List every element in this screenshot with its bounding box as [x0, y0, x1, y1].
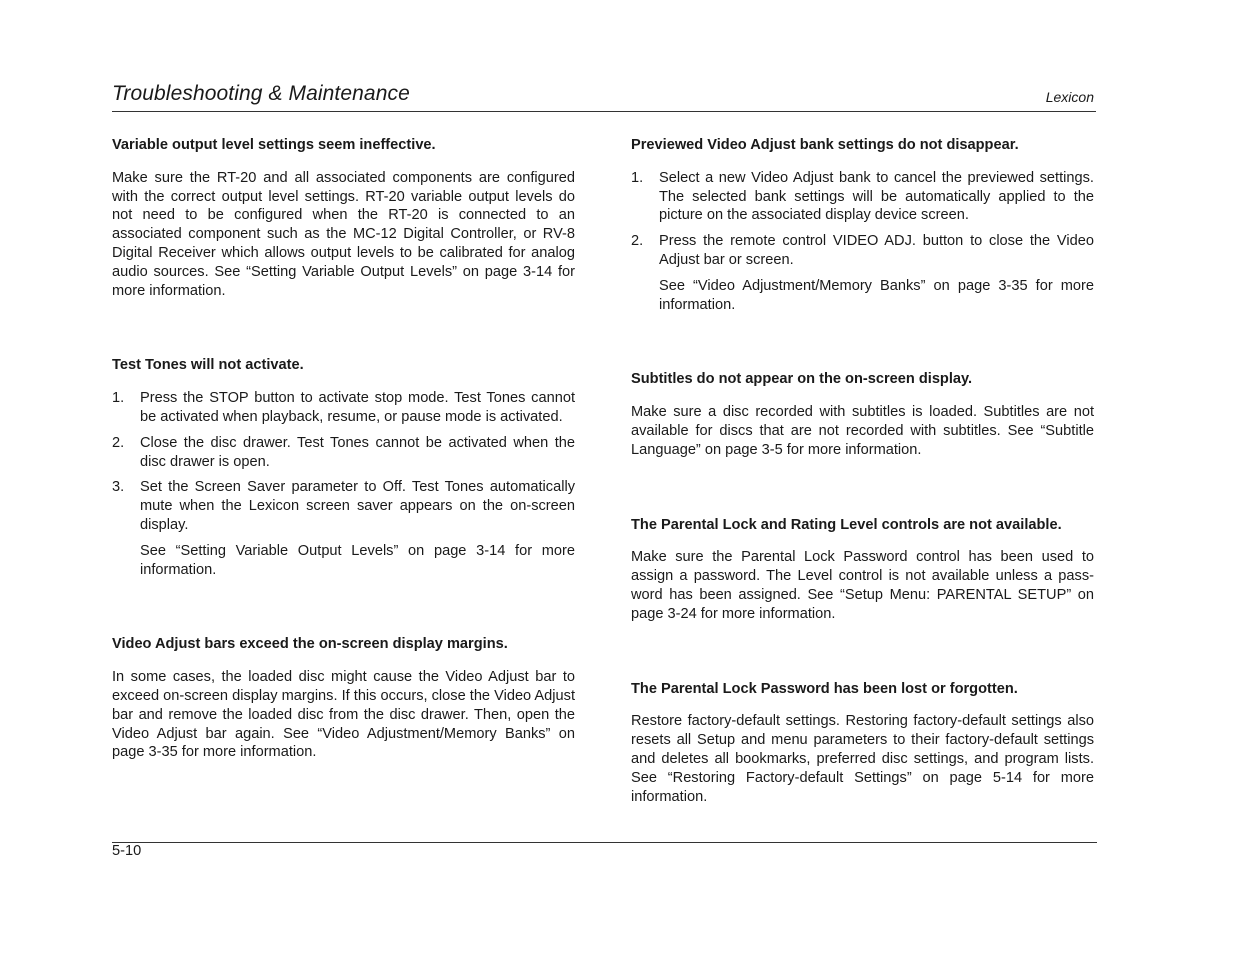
list-text: Select a new Video Adjust bank to cancel the previewed settings. The selected bank settings will be automatically applied to the picture on the associated display device screen. — [659, 169, 1094, 224]
list-number: 1. — [631, 169, 644, 186]
section-heading: Video Adjust bars exceed the on-screen display margins. — [112, 636, 508, 653]
list-item — [112, 389, 575, 427]
section-video-adjust-margins — [112, 635, 575, 762]
list-number: 2. — [112, 434, 125, 451]
section-body: Make sure a disc recorded with subtitles is loaded. Subtitles are not available for discs that are not recorded with subtitles. See “Subtitle Language” on page 3-5 for more information. — [631, 404, 1094, 458]
section-heading: Variable output level settings seem ineffective. — [112, 137, 436, 153]
list-item — [631, 232, 1094, 270]
page-number: 5-10 — [112, 843, 142, 859]
list-number: 1. — [112, 390, 125, 407]
see-reference: See “Setting Variable Output Levels” on page 3-14 for more information. — [140, 542, 575, 578]
section-heading: Test Tones will not activate. — [112, 357, 304, 374]
section-body: Restore factory-default settings. Restoring factory-default settings also resets all Setup and menu parameters to their factory-default settings and deletes all bookmarks, preferred disc settings, and program lists. See “Restoring Factory-default Settings” on page 5-14 for more information. — [631, 713, 1094, 805]
section-test-tones — [112, 356, 575, 579]
section-heading: The Parental Lock and Rating Level controls are not available. — [631, 516, 1062, 533]
section-body: In some cases, the loaded disc might cause the Video Adjust bar to exceed on-screen display margins. If this occurs, close the Video Adjust bar and remove the loaded disc from the disc drawer. Then, open the Video Adjust bar again. See “Video Adjustment/Memory Banks” on page 3-35 for more information. — [112, 669, 575, 761]
left-column — [112, 136, 575, 799]
section-variable-output — [112, 136, 575, 300]
numbered-list — [112, 389, 575, 535]
footer-divider — [112, 842, 1097, 843]
section-parental-lock-password — [631, 680, 1094, 807]
section-parental-lock-controls — [631, 516, 1094, 624]
list-text: Press the remote control VIDEO ADJ. button to close the Video Adjust bar or screen. — [659, 233, 1094, 268]
list-item — [112, 478, 575, 534]
section-title: Troubleshooting & Maintenance — [112, 82, 410, 105]
list-number: 2. — [631, 233, 644, 250]
section-previewed-video-adjust — [631, 136, 1094, 314]
section-body: Make sure the Parental Lock Password control has been used to assign a password. The Level control is not available unless a password has been assigned. See “Setup Menu: PARENTAL SETUP” on page 3-24 for more information. — [631, 549, 1094, 622]
right-column — [631, 136, 1094, 843]
section-heading: Previewed Video Adjust bank settings do not disappear. — [631, 137, 1019, 153]
list-item — [112, 434, 575, 472]
section-subtitles — [631, 370, 1094, 459]
section-heading: The Parental Lock Password has been lost or forgotten. — [631, 680, 1018, 697]
section-body: Make sure the RT-20 and all associated components are configured with the correct output level settings. RT-20 variable output levels do not need to be configured when the RT-20 is connected to an associated component such as the MC-12 Digital Controller, or RV-8 Digital Receiver which allows output levels to be calibrated for analog audio sources. See “Setting Variable Output Levels” on page 3-14 for more information. — [112, 169, 575, 299]
list-text: Set the Screen Saver parameter to Off. Test Tones automatically mute when the Lexicon screen saver appears on the on-screen display. — [140, 479, 575, 533]
section-heading: Subtitles do not appear on the on-screen display. — [631, 371, 973, 388]
list-text: Close the disc drawer. Test Tones cannot be activated when the disc drawer is open. — [140, 434, 575, 470]
numbered-list — [631, 169, 1094, 270]
list-item — [631, 169, 1094, 225]
list-number: 3. — [112, 479, 125, 496]
brand-name: Lexicon — [1045, 89, 1094, 105]
list-text: Press the STOP button to activate stop mode. Test Tones cannot be activated when playback, resume, or pause mode is activated. — [140, 390, 575, 425]
page-header — [112, 80, 1096, 112]
see-reference: See “Video Adjustment/Memory Banks” on page 3-35 for more information. — [659, 277, 1094, 313]
